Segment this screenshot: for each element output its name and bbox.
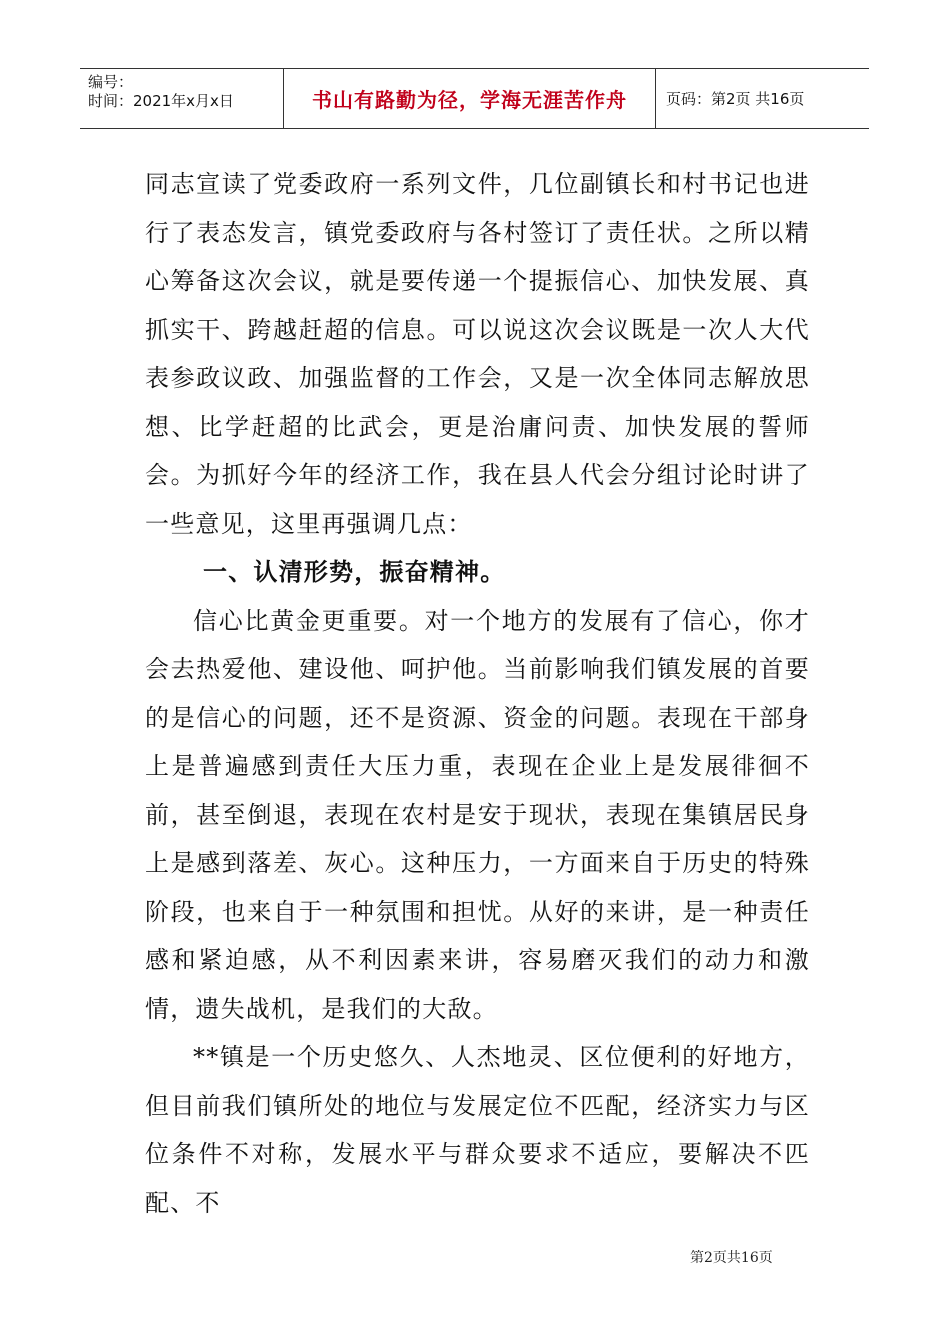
header-meta xyxy=(80,69,283,128)
header-date-label: 时间：2021年x月x日 xyxy=(88,92,234,110)
page-header xyxy=(80,68,869,129)
page-footer: 第2页共16页 xyxy=(690,1250,773,1266)
section-heading: 一、认清形势，振奋精神。 xyxy=(203,558,506,586)
body-paragraph: **镇是一个历史悠久、人杰地灵、区位便利的好地方，但目前我们镇所处的地位与发展定位不匹配，经济实力与区位条件不对称，发展水平与群众要求不适应，要解决不匹配、不 xyxy=(145,1043,810,1217)
document-body xyxy=(145,160,810,1227)
body-paragraph: 同志宣读了党委政府一系列文件，几位副镇长和村书记也进行了表态发言，镇党委政府与各村签订了责任状。之所以精心筹备这次会议，就是要传递一个提振信心、加快发展、真抓实干、跨越赶超的信息。可以说这次会议既是一次人大代表参政议政、加强监督的工作会，又是一次全体同志解放思想、比学赶超的比武会，更是治庸问责、加快发展的誓师会。为抓好今年的经济工作，我在县人代会分组讨论时讲了一些意见，这里再强调几点： xyxy=(145,170,810,538)
header-page-info: 页码：第2页 共16页 xyxy=(666,90,805,108)
body-paragraph: 信心比黄金更重要。对一个地方的发展有了信心，你才会去热爱他、建设他、呵护他。当前影响我们镇发展的首要的是信心的问题，还不是资源、资金的问题。表现在干部身上是普遍感到责任大压力重，表现在企业上是发展徘徊不前，甚至倒退，表现在农村是安于现状，表现在集镇居民身上是感到落差、灰心。这种压力，一方面来自于历史的特殊阶段，也来自于一种氛围和担忧。从好的来讲，是一种责任感和紧迫感，从不利因素来讲，容易磨灭我们的动力和激情，遗失战机，是我们的大敌。 xyxy=(145,606,810,1023)
header-number-label: 编号： xyxy=(88,73,134,91)
header-motto: 书山有路勤为径，学海无涯苦作舟 xyxy=(283,69,656,128)
